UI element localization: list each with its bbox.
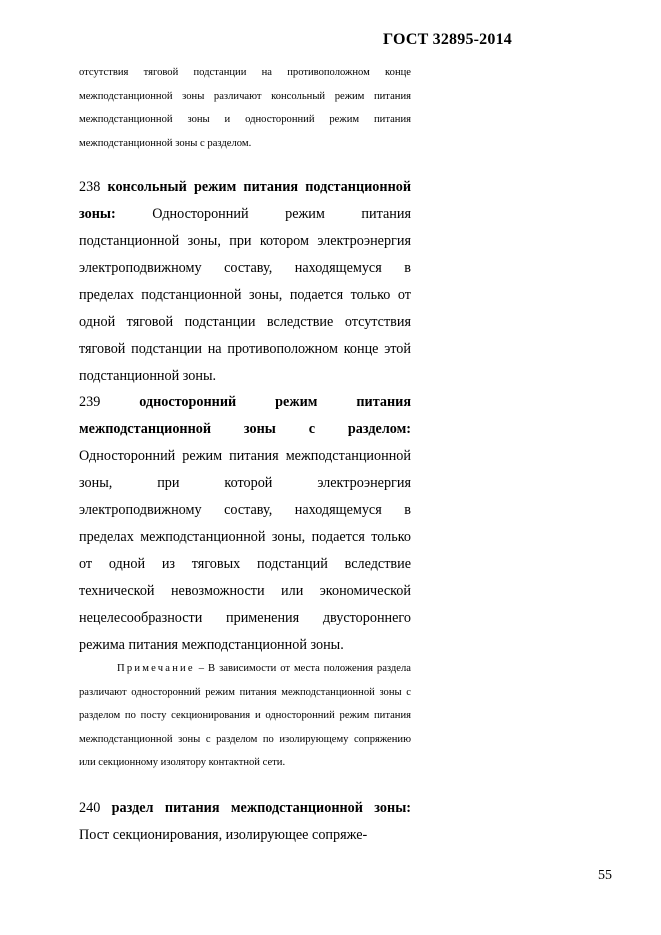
- note-dash: –: [194, 663, 209, 674]
- note-label: Примечание: [117, 663, 195, 674]
- term-239: [79, 389, 411, 659]
- term-number: 238: [79, 179, 101, 195]
- continuation-text: [79, 61, 411, 155]
- term-number: 240: [79, 800, 101, 816]
- continuation-paragraph: отсутствия тяговой подстанции на противоположном конце межподстанционной зоны различают консольный режим питания межподстанционной зоны и односторонний режим питания межподстанционной зоны с разделом.: [79, 67, 411, 149]
- term-240: [79, 795, 411, 849]
- document-header: ГОСТ 32895-2014: [383, 31, 512, 48]
- note-text: В зависимости от места положения раздела различают односторонний режим питания межподстанционной зоны с разделом по посту секционирования и односторонний режим питания межподстанционной зоны с разделом по изолирующему сопряжению или секционному изолятору контактной сети.: [79, 663, 411, 768]
- term-title: односторонний режим питания межподстанционной зоны с разделом:: [79, 394, 411, 437]
- page-number: 55: [598, 868, 612, 883]
- term-definition: Односторонний режим питания межподстанционной зоны, при которой электроэнергия электроподвижному составу, находящемуся в пределах межподстанционной зоны, подается только от одной из тяговых подстанций вследствие технической невозможности или экономической нецелесообразности применения двустороннего режима питания межподстанционной зоны.: [79, 448, 411, 653]
- note-block: [79, 657, 411, 775]
- term-title: консольный режим питания подстанционной зоны:: [79, 179, 412, 222]
- term-definition: Пост секционирования, изолирующее сопряже-: [79, 827, 368, 843]
- term-238: [79, 174, 411, 390]
- term-title: раздел питания межподстанционной зоны:: [111, 800, 411, 816]
- term-number: 239: [79, 394, 101, 410]
- term-definition: Односторонний режим питания подстанционной зоны, при котором электроэнергия электроподвижному составу, находящемуся в пределах подстанционной зоны, подается только от одной тяговой подстанции вследствие отсутствия тяговой подстанции на противоположном конце этой подстанционной зоны.: [79, 206, 411, 384]
